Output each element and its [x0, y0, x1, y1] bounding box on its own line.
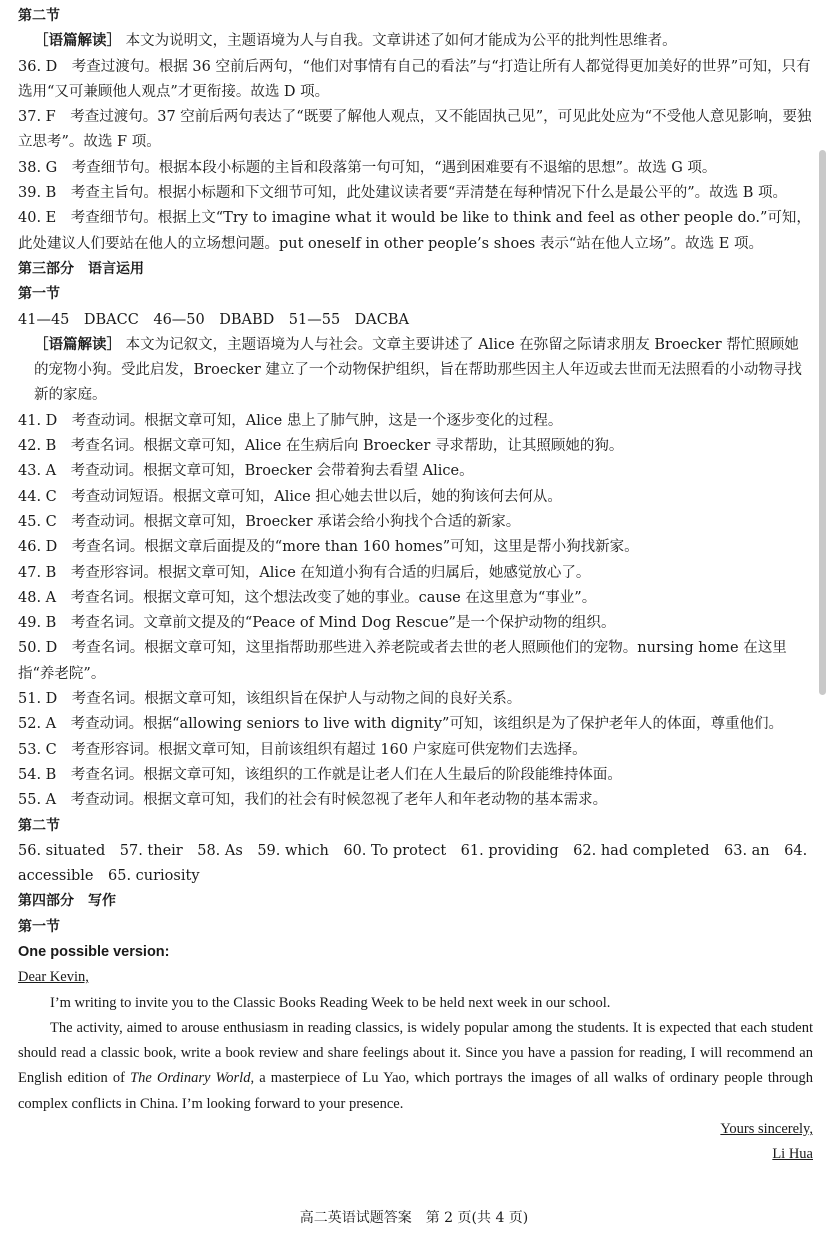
letter-p2-part-a: The activity, aimed to arouse enthusiasm in reading classics, is widely popular among the students. It is expected that each student should read a classic book, write a book review and share feelings about it. Since you have a passion for reading, I will recommend an English edition of: [18, 1019, 813, 1087]
reading3-label: ［语篇解读］: [34, 336, 121, 353]
answer-explanation: 考查名词。根据文章可知，该组织旨在保护人与动物之间的良好关系。: [71, 691, 522, 708]
answer-item: [18, 636, 813, 687]
scrollbar[interactable]: [819, 150, 826, 695]
answer-explanation: 考查动词。根据“allowing seniors to live with dignity”可知，该组织是为了保护老年人的体面，尊重他们。: [70, 716, 783, 733]
part3-section1-heading: 第一节: [18, 286, 60, 303]
answer-number: 43. A: [18, 463, 57, 480]
answer-number: 42. B: [18, 438, 57, 455]
answer-number: 50. D: [18, 640, 58, 657]
answer-number: 41. D: [18, 412, 58, 429]
letter-paragraph-2: [18, 1016, 813, 1117]
answer-explanation: 考查主旨句。根据小标题和下文细节可知，此处建议读者要“弄清楚在每种情况下什么是最公平的”。故选 B 项。: [70, 185, 788, 202]
answer-item: [18, 181, 813, 206]
answers-36-40: [18, 55, 813, 257]
reading2-label: ［语篇解读］: [34, 33, 121, 50]
answer-explanation: 考查形容词。根据文章可知，Alice 在知道小狗有合适的归属后，她感觉放心了。: [70, 564, 591, 581]
answer-explanation: 考查动词短语。根据文章可知，Alice 担心她去世以后，她的狗该何去何从。: [71, 488, 562, 505]
answer-explanation: 考查动词。根据文章可知，我们的社会有时候忽视了老年人和年老动物的基本需求。: [70, 792, 608, 809]
letter-closing: Yours sincerely,: [720, 1121, 813, 1138]
letter-signature: Li Hua: [772, 1146, 813, 1163]
answer-item: [18, 586, 813, 611]
reading2-interpretation: [18, 29, 813, 54]
answer-explanation: 考查细节句。根据本段小标题的主旨和段落第一句可知，“遇到困难要有不退缩的思想”。故选 G 项。: [71, 159, 717, 176]
answer-number: 39. B: [18, 185, 57, 202]
answer-explanation: 考查过渡句。根据 36 空前后两句，“他们对事情有自己的看法”与“打造让所有人都觉得更加美好的世界”可知，只有选用“又可兼顾他人观点”才更衔接。故选 D 项。: [18, 58, 811, 100]
answers-41-55: [18, 409, 813, 814]
book-title: The Ordinary World: [130, 1070, 251, 1087]
answer-item: [18, 788, 813, 813]
answer-number: 49. B: [18, 615, 57, 632]
answer-explanation: 考查名词。根据文章可知，这里指帮助那些进入养老院或者去世的老人照顾他们的宠物。nursing home 在这里指“养老院”。: [18, 640, 787, 682]
part4-section1-heading: 第一节: [18, 918, 60, 935]
answer-explanation: 考查过渡句。37 空前后两句表达了“既要了解他人观点，又不能固执己见”，可见此处应为“不受他人意见影响，要独立思考”。故选 F 项。: [18, 109, 812, 151]
answer-explanation: 考查形容词。根据文章可知，目前该组织有超过 160 户家庭可供宠物们去选择。: [71, 741, 587, 758]
answer-item: [18, 459, 813, 484]
answer-explanation: 考查名词。根据文章可知，该组织的工作就是让老人们在人生最后的阶段能维持体面。: [70, 766, 622, 783]
answer-explanation: 考查动词。根据文章可知，Alice 患上了肺气肿，这是一个逐步变化的过程。: [71, 412, 563, 429]
answer-number: 52. A: [18, 716, 57, 733]
answer-number: 40. E: [18, 210, 57, 227]
part3-heading: 第三部分 语言运用: [18, 260, 144, 277]
answer-item: [18, 561, 813, 586]
answer-number: 55. A: [18, 792, 57, 809]
answer-number: 48. A: [18, 589, 57, 606]
answer-number: 53. C: [18, 741, 57, 758]
answer-item: [18, 485, 813, 510]
answer-explanation: 考查名词。文章前文提及的“Peace of Mind Dog Rescue”是一个保护动物的组织。: [70, 615, 616, 632]
answer-item: [18, 535, 813, 560]
reading3-text: 本文为记叙文，主题语境为人与社会。文章主要讲述了 Alice 在弥留之际请求朋友 Broecker 帮忙照顾她的宠物小狗。受此启发，Broecker 建立了一个动物保护组织，旨在帮助那些因主人年迈或去世而无法照看的小动物寻找新的家庭。: [34, 336, 802, 404]
page-footer: 高二英语试题答案 第 2 页(共 4 页): [299, 1210, 529, 1226]
letter-salutation: Dear Kevin,: [18, 969, 89, 986]
answer-number: 36. D: [18, 58, 58, 75]
letter-label: One possible version:: [18, 943, 170, 960]
answer-explanation: 考查名词。根据文章后面提及的“more than 160 homes”可知，这里是帮小狗找新家。: [71, 539, 639, 556]
part4-heading: 第四部分 写作: [18, 893, 116, 910]
model-letter: [18, 940, 813, 1168]
fill-answers: 56. situated 57. their 58. As 59. which 60. To protect 61. providing 62. had completed 63. an 64. accessible 65. curiosity: [18, 842, 808, 885]
letter-paragraph-1: I’m writing to invite you to the Classic Books Reading Week to be held next week in our school.: [50, 994, 611, 1011]
reading3-interpretation: [18, 333, 813, 409]
answer-item: [18, 712, 813, 737]
answer-explanation: 考查动词。根据文章可知，Broecker 承诺会给小狗找个合适的新家。: [71, 513, 521, 530]
answer-item: [18, 611, 813, 636]
reading2-text: 本文为说明文，主题语境为人与自我。文章讲述了如何才能成为公平的批判性思维者。: [125, 33, 677, 50]
answer-number: 38. G: [18, 159, 58, 176]
part3-section2-heading: 第二节: [18, 817, 60, 834]
answer-number: 37. F: [18, 109, 56, 126]
mc-answer-summary: 41—45 DBACC 46—50 DBABD 51—55 DACBA: [18, 311, 409, 328]
answer-number: 44. C: [18, 488, 57, 505]
answer-item: [18, 763, 813, 788]
answer-number: 51. D: [18, 691, 58, 708]
answer-item: [18, 55, 813, 106]
answer-explanation: 考查细节句。根据上文“Try to imagine what it would be like to think and feel as other people do.”可知，此处建议人们要站在他人的立场想问题。put oneself in other people’s shoes 表示“站在他人立场”。故选 E 项。: [18, 210, 811, 252]
answer-item: [18, 738, 813, 763]
letter-p2-part-b: , a masterpiece of Lu Yao, which portrays the images of all walks of ordinary people through complex conflicts in China. I’m looking forward to your presence.: [18, 1070, 813, 1112]
answer-item: [18, 156, 813, 181]
answer-item: [18, 206, 813, 257]
answer-explanation: 考查名词。根据文章可知，Alice 在生病后向 Broecker 寻求帮助，让其照顾她的狗。: [70, 438, 624, 455]
answer-number: 45. C: [18, 513, 57, 530]
section2-heading: 第二节: [18, 8, 60, 24]
answer-item: [18, 434, 813, 459]
content: [18, 4, 813, 1168]
answer-item: [18, 409, 813, 434]
answer-explanation: 考查名词。根据文章可知，这个想法改变了她的事业。cause 在这里意为“事业”。: [70, 589, 597, 606]
answer-item: [18, 687, 813, 712]
answer-item: [18, 510, 813, 535]
answer-item: [18, 105, 813, 156]
answer-number: 47. B: [18, 564, 57, 581]
answer-number: 46. D: [18, 539, 58, 556]
answer-number: 54. B: [18, 766, 57, 783]
answer-explanation: 考查动词。根据文章可知，Broecker 会带着狗去看望 Alice。: [70, 463, 474, 480]
